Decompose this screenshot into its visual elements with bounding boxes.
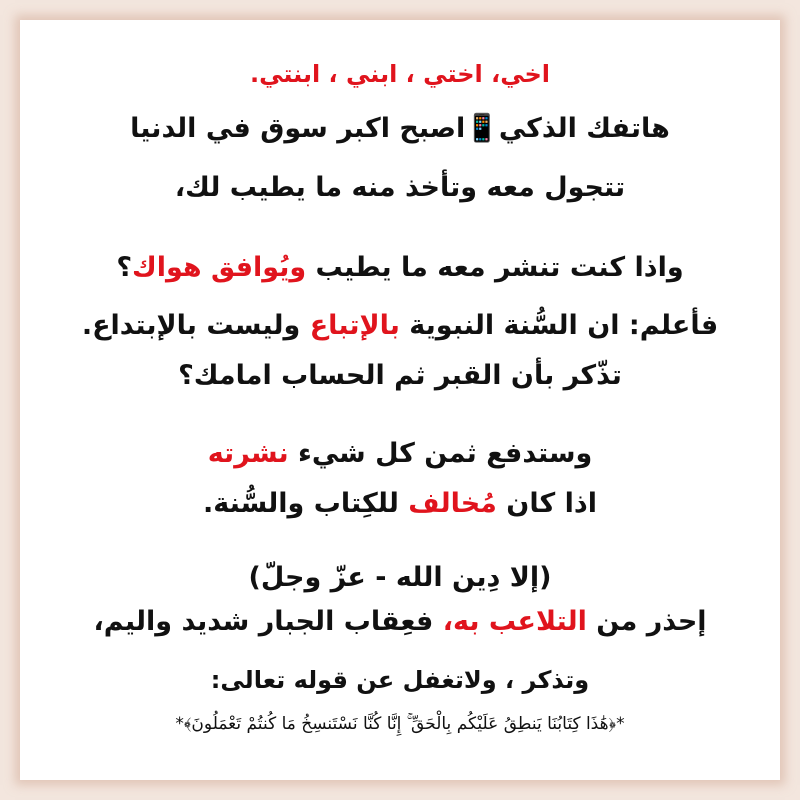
sunnah-text-end: وليست بالإبتداع. xyxy=(81,310,310,341)
religion-text: (إلا دِين الله - عزّ وجلّ) xyxy=(248,562,552,593)
greeting-text: اخي، اختي ، ابني ، ابنتي. xyxy=(249,60,551,88)
price-highlight: نشرته xyxy=(207,438,289,469)
share-question-mark: ؟ xyxy=(116,252,132,283)
quran-verse xyxy=(0,714,800,734)
smartphone-text: هاتفك الذكي📱اصبح اكبر سوق في الدنيا xyxy=(130,113,670,144)
beware-text: إحذر من xyxy=(586,606,707,637)
line-contrary xyxy=(0,488,800,519)
price-text: وستدفع ثمن كل شيء xyxy=(288,438,593,469)
beware-highlight: التلاعب به، xyxy=(442,606,587,637)
line-browse xyxy=(0,172,800,203)
remember-text: وتذكر ، ولاتغفل عن قوله تعالى: xyxy=(210,666,590,694)
line-grave xyxy=(0,360,800,391)
line-share xyxy=(0,252,800,283)
contrary-text: اذا كان xyxy=(496,488,597,519)
line-price xyxy=(0,438,800,469)
line-remember xyxy=(0,666,800,694)
line-smartphone xyxy=(0,112,800,144)
verse-text: *﴿هَٰذَا كِتَابُنَا يَنطِقُ عَلَيْكُم بِالْحَقِّ ۚ إِنَّا كُنَّا نَسْتَنسِخُ مَا كُنتُمْ تَعْمَلُونَ﴾* xyxy=(175,714,625,734)
greeting-line xyxy=(0,60,800,88)
grave-text: تذّكر بأن القبر ثم الحساب امامك؟ xyxy=(178,360,622,391)
line-beware xyxy=(0,606,800,637)
browse-text: تتجول معه وتأخذ منه ما يطيب لك، xyxy=(174,172,626,203)
contrary-highlight: مُخالف xyxy=(408,488,497,519)
share-highlight: ويُوافق هواك xyxy=(131,252,307,283)
sunnah-highlight: بالإتباع xyxy=(309,310,400,341)
sunnah-text: فأعلم: ان السُّنة النبوية xyxy=(399,310,719,341)
share-text: واذا كنت تنشر معه ما يطيب xyxy=(306,252,684,283)
contrary-text-end: للكِتاب والسُّنة. xyxy=(203,488,409,519)
line-religion xyxy=(0,562,800,593)
beware-text-end: فعِقاب الجبار شديد واليم، xyxy=(93,606,443,637)
line-sunnah xyxy=(0,310,800,341)
